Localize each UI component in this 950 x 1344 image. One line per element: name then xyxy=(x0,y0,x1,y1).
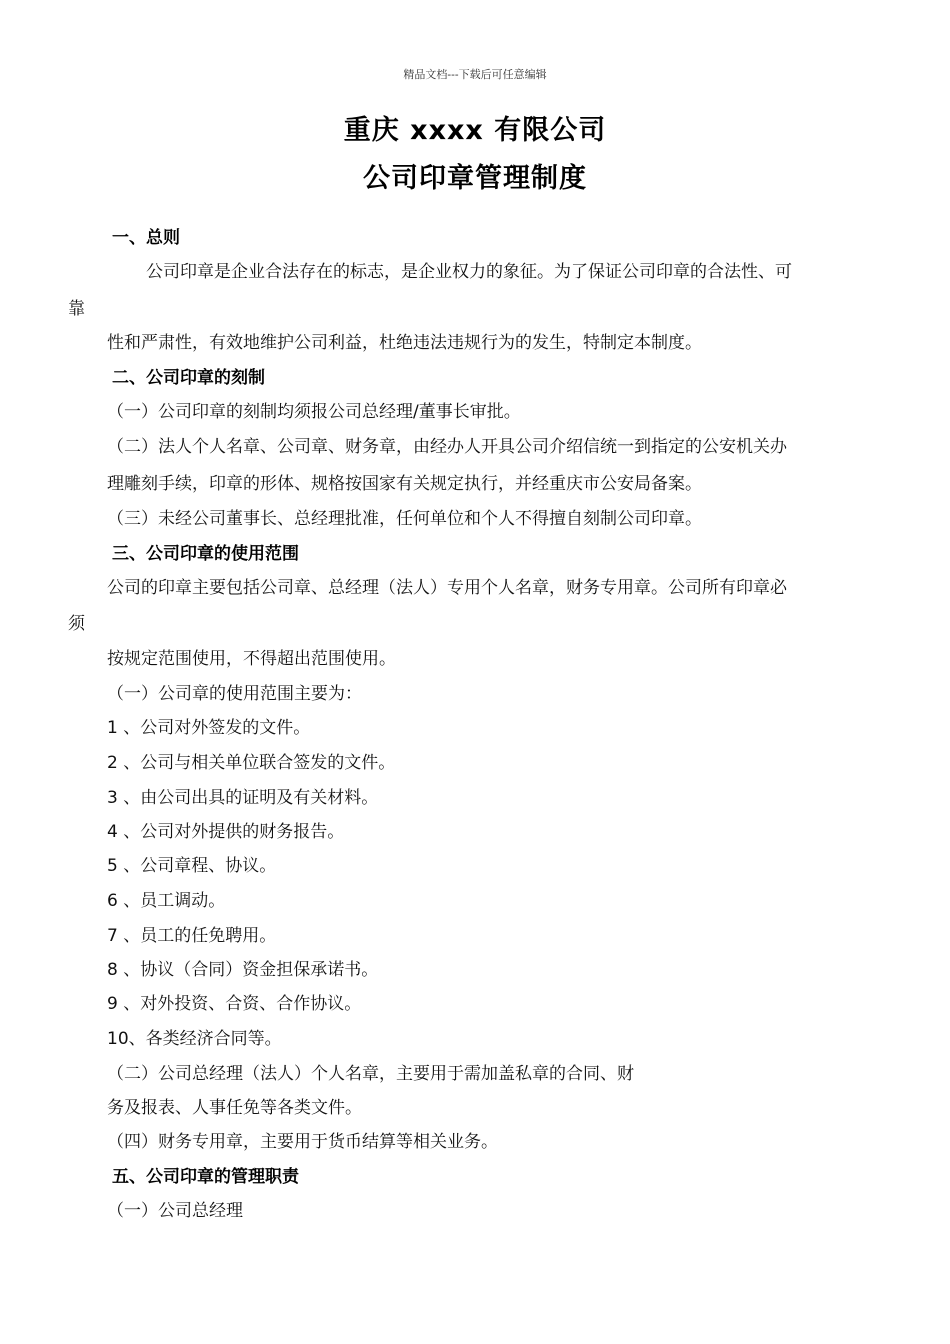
clause-line: 务及报表、人事任免等各类文件。 xyxy=(107,1098,362,1118)
list-item: 8 、协议（合同）资金担保承诺书。 xyxy=(107,960,379,980)
section-heading-engraving: 二、公司印章的刻制 xyxy=(112,368,265,388)
list-item: 5 、公司章程、协议。 xyxy=(107,856,277,876)
section-heading-management-duties: 五、公司印章的管理职责 xyxy=(112,1167,299,1187)
header-note: 精品文档---下载后可任意编辑 xyxy=(403,68,547,81)
paragraph-line: 公司印章是企业合法存在的标志，是企业权力的象征。为了保证公司印章的合法性、可 xyxy=(146,262,792,282)
list-item: 3 、由公司出具的证明及有关材料。 xyxy=(107,788,379,808)
list-item: 9 、对外投资、合资、合作协议。 xyxy=(107,994,362,1014)
section-heading-general: 一、总则 xyxy=(112,228,180,248)
list-item: 7 、员工的任免聘用。 xyxy=(107,926,277,946)
clause-line: （一）公司印章的刻制均须报公司总经理/董事长审批。 xyxy=(107,402,521,422)
document-title-regulation: 公司印章管理制度 xyxy=(363,163,587,194)
list-item: 10、各类经济合同等。 xyxy=(107,1029,282,1049)
list-item: 4 、公司对外提供的财务报告。 xyxy=(107,822,345,842)
clause-line: 理雕刻手续，印章的形体、规格按国家有关规定执行，并经重庆市公安局备案。 xyxy=(107,474,702,494)
paragraph-line: 性和严肃性，有效地维护公司利益，杜绝违法违规行为的发生，特制定本制度。 xyxy=(107,333,702,353)
clause-line: （四）财务专用章，主要用于货币结算等相关业务。 xyxy=(107,1132,498,1152)
section-heading-usage-scope: 三、公司印章的使用范围 xyxy=(112,544,299,564)
paragraph-line: 公司的印章主要包括公司章、总经理（法人）专用个人名章，财务专用章。公司所有印章必 xyxy=(107,578,787,598)
list-item: 1 、公司对外签发的文件。 xyxy=(107,718,311,738)
clause-line: （二）公司总经理（法人）个人名章，主要用于需加盖私章的合同、财 xyxy=(107,1064,634,1084)
paragraph-line: 按规定范围使用，不得超出范围使用。 xyxy=(107,649,396,669)
paragraph-line: 须 xyxy=(68,614,85,634)
document-title-company: 重庆 xxxx 有限公司 xyxy=(343,115,607,146)
list-item: 6 、员工调动。 xyxy=(107,891,226,911)
clause-line: （一）公司总经理 xyxy=(107,1201,243,1221)
clause-line: （三）未经公司董事长、总经理批准，任何单位和个人不得擅自刻制公司印章。 xyxy=(107,509,702,529)
list-item: 2 、公司与相关单位联合签发的文件。 xyxy=(107,753,396,773)
clause-line: （一）公司章的使用范围主要为： xyxy=(107,684,362,704)
clause-line: （二）法人个人名章、公司章、财务章，由经办人开具公司介绍信统一到指定的公安机关办 xyxy=(107,437,787,457)
paragraph-line: 靠 xyxy=(68,299,85,319)
